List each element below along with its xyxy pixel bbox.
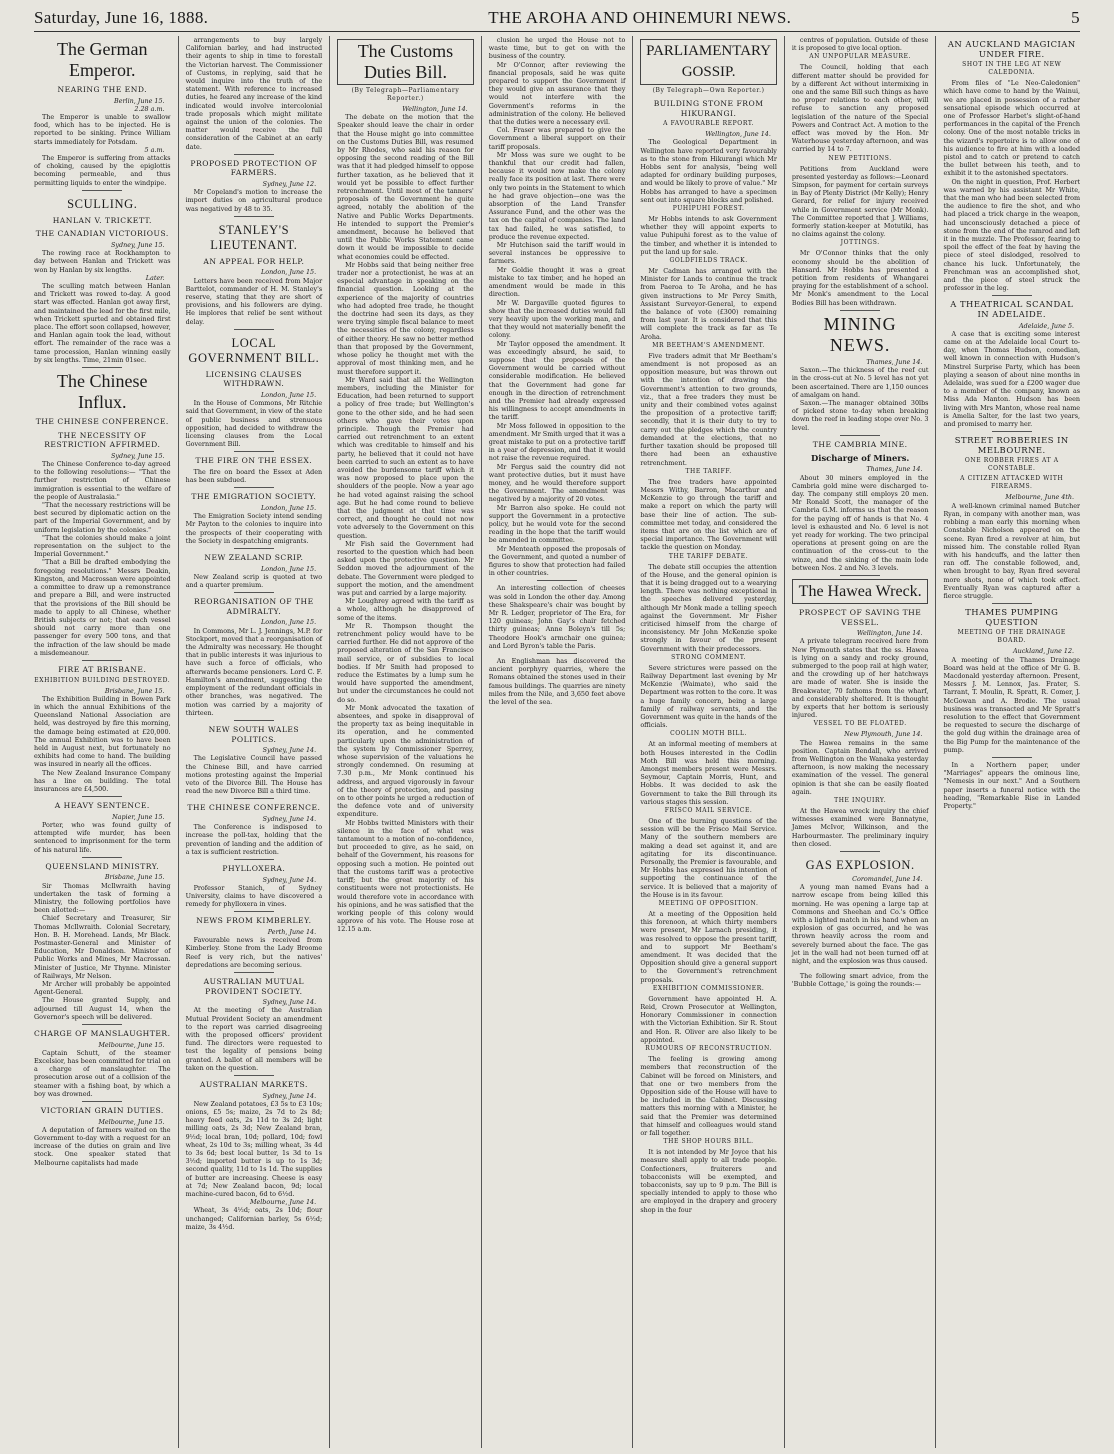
subheading: HANLAN V. TRICKETT.: [52, 215, 152, 225]
subheading: PUHIPUHI FOREST.: [672, 205, 745, 213]
dateline: Sydney, June 14.: [262, 998, 317, 1007]
headline: FIRE AT BRISBANE.: [58, 664, 147, 674]
divider: [82, 660, 122, 661]
paragraph: About 30 miners employed in the Cambria gold mine were discharged to-day. The company still employs 20 men. Mr Ronald Scott, the manager of the Cambria G.M. informs us that the reason for the paying off of hands is that No. 4 level is exhausted and No. 6 level is not yet ready for working. The two principal operations at present going on are the continuation of the cross-cut to the winze, and the sinking of the main lode between Nos. 2 and No. 3 levels.: [791, 473, 929, 572]
paragraph: An Englishman has discovered the ancient porphyry quarries, where the Romans obtained the stones used in their famous buildings. The quarries are ninety miles from the Nile, and 3,650 feet above the level of the sea.: [488, 657, 626, 707]
paragraph: It is not intended by Mr Joyce that his measure shall apply to all trade people. Confectioners, fruiterers and tobacconists will be exempted, and tobacconists, say up to 9 p.m. The Bill is specially intended to apply to those who are employed in the drapery and grocery shop in the four: [640, 1148, 777, 1214]
divider: [234, 911, 274, 912]
paragraph: Five traders admit that Mr Beetham's amendment is not proposed as an opposition measure, but was thrown out with the intention of drawing the Government's attention to two grounds, viz., that a free traders they must be unity and their combined votes against the proposition of a protective tariff; secondly, that it is their duty to try to carry out the pledges which the country demanded at the elections, that no further taxation should be proposed till there had been an exhaustive retrenchment.: [640, 351, 777, 467]
paragraph: Mr Hutchison said the tariff would in several instances be oppressive to farmers.: [488, 241, 626, 266]
divider: [234, 1075, 274, 1076]
subheading: PROSPECT OF SAVING THE VESSEL.: [799, 607, 922, 627]
masthead-rule: [34, 31, 1080, 32]
divider: [82, 796, 122, 797]
paragraph: Mr W. Dargaville quoted figures to show that the increased duties would fall very heavily upon the working man, and that they would not materially benefit the colony.: [488, 298, 626, 340]
dateline: Melbourne, June 15.: [98, 1117, 165, 1126]
paragraph: Letters have been received from Major Barttelot, commander of H. M. Stanley's reserve, stating that they are short of provisions, and his followers are dying. He implores that relief be sent without delay.: [185, 276, 323, 326]
divider: [234, 216, 274, 217]
headline: PROPOSED PROTECTION OF FARMERS.: [190, 158, 318, 178]
paragraph: The free traders have appointed Messrs Withy, Barron, Macarthur and McKenzie to go through the tariff and make a report on which the party will base their line of action. The sub-committee met today, and considered the items that are on the list which are of special importance. The Government will tackle the question on Monday.: [640, 477, 777, 552]
divider: [234, 798, 274, 799]
divider: [82, 1101, 122, 1102]
paragraph: Mr Archer will probably be appointed Agent-General.: [34, 980, 171, 997]
paragraph: Saxon.—The thickness of the reef cut in the cross-cut at No. 5 level has not yet been ascertained. There are 1,150 ounces of amalgam on hand.: [791, 366, 929, 399]
paragraph: The debate still occupies the attention of the House, and the general opinion is that it is being dragged out to a wearying length. There was nothing exceptional in the speeches delivered yesterday, although Mr Monk made a telling speech against the Government. Mr Fisher criticised himself from the charge of inconsistency. Mr John McKenzie spoke strongly in favour of the present Government with their predecessors.: [640, 562, 777, 653]
dateline: Sydney, June 12.: [262, 180, 317, 189]
headline: NEWS FROM KIMBERLEY.: [196, 916, 312, 926]
divider: [992, 757, 1032, 758]
divider: [234, 720, 274, 721]
subheading: NEARING THE END.: [57, 85, 148, 94]
divider: [840, 575, 880, 576]
paragraph: The Geological Department in Wellington have reported very favourably as to the stone from Hikurangi which Mr Hobbs sent for analysis, "being well adapted for ordinary building purposes, and would be likely to prove of value." Mr Hobbs has arranged to have a specimen sent out into square blocks and polished.: [640, 138, 777, 204]
page-number: 5: [1071, 8, 1080, 27]
dateline: Thames, June 14.: [866, 465, 923, 474]
paragraph: Government have appointed H. A. Reid, Crown Prosecutor at Wellington, Honorary Commissioner in connection with the Victorian Exhibition. Sir R. Stout and Hon. R. Oliver are also likely to be appointed.: [640, 994, 777, 1044]
dateline: London, June 15.: [261, 504, 317, 513]
paragraph: Col. Fraser was prepared to give the Government a liberal support on their tariff proposals.: [488, 126, 626, 151]
paragraph: In a Northern paper, under "Marriages" appears the ominous line, "Nemesis in our next." And a Southern paper inserts a funeral notice with the heading, "Remarkable Rise in Landed Property.": [943, 760, 1081, 810]
dateline: Melbourne, June 4th.: [1005, 493, 1075, 502]
paragraph: A well-known criminal named Butcher Ryan, in company with another man, was robbing a man early this morning when Constable Nicholson appeared on the scene. Ryan fired a revolver at him, but missed him. The constable rolled Ryan with his handcuffs, and the latter then ran off. The constable followed, and, when brought to bay, Ryan fired several more shots, none of which took effect. Eventually Ryan was captured after a fierce struggle.: [943, 501, 1081, 600]
subheading: AN APPEAL FOR HELP.: [203, 256, 305, 266]
subheading: RUMOURS OF RECONSTRUCTION.: [645, 1045, 773, 1053]
paragraph: The Emigration Society intend sending Mr Payton to the colonies to inquire into the prospects of their cooperating with the Society in despatching emigrants.: [185, 512, 323, 545]
subheading: Discharge of Miners.: [811, 453, 910, 464]
paragraph: Mr Monk advocated the taxation of absentees, and spoke in disapproval of the property tax as being inequitable in its operation, and he commented particularly upon the administration of the system by Commissioner Sperrey, whose supervision of the valuations he strongly condemned. On resuming at 7.30 p.m., Mr Monk continued his address, and argued vigorously in favour of the theory of protection, and passing on to other points he urged a reduction of the defence vote and of university expenditure.: [337, 703, 474, 819]
subheading: ONE ROBBER FIRES AT A CONSTABLE.: [964, 457, 1059, 473]
paragraph: "That a Bill be drafted embodying the foregoing resolutions." Messrs Deakin, Kingston, and Macrossan were appointed a committee to draw up a remonstrance and prepare a Bill, and were instructed that the provisions of the Bill should be made to apply to all Chinese, whether British subjects or not; that each vessel should not carry more than one passenger for every 500 tons, and that the infraction of the law should be made a misdemeanour.: [34, 558, 171, 657]
paragraph: A meeting of the Thames Drainage Board was held at the office of Mr G. B. Macdonald yesterday afternoon. Present, Messrs J. M. Lennox, Jas. Frater, S. Tarrant, T. Moulin, R. Spratt, R. Comer, J. McGowan and A. Brodie. The usual business was transacted and Mr Spratt's resolution to the effect that Government be requested to secure the discharge of the gold dug within the drainage area of the Big Pump for the maintenance of the pump.: [943, 655, 1081, 754]
headline: REORGANISATION OF THE ADMIRALTY.: [194, 597, 314, 616]
headline: STANLEY'S LIEUTENANT.: [210, 222, 298, 252]
paragraph: centres of population. Outside of these it is proposed to give local option.: [791, 36, 929, 53]
paragraph: In Commons, Mr L. J. Jennings, M.P. for Stockport, moved that a reorganisation of the Admiralty was necessary. He thought that in public interests it was injurious to have such a force of officials, who afterwards became pensioners. Lord C. F. Hamilton's amendment, suggesting the employment of the redundant officials in other branches, was negatived. The motion was carried by a majority of thirteen.: [185, 626, 323, 717]
paragraph: Porter, who was found guilty of attempted wife murder, has been sentenced to imprisonment for the term of his natural life.: [34, 820, 171, 854]
headline: SCULLING.: [67, 196, 138, 211]
paragraph: Mr Fish said the Government had resorted to the question which had been asked upon the protective question. Mr Seddon moved the adjournment of the debate. The Government were pledged to support the motion, and the amendment was put and carried by a large majority.: [337, 539, 474, 597]
paragraph: The Legislative Council have passed the Chinese Bill, and have carried motions protesting against the Imperial veto of the Divorce Bill. The House has read the new Divorce Bill a third time.: [185, 754, 323, 796]
column-4: [481, 36, 633, 1448]
paragraph: Mr Goldie thought it was a great mistake to tax timber, and he hoped an amendment would be made in this direction.: [488, 265, 626, 299]
subheading: (By Telegraph—Parliamentary Reporter.): [351, 87, 460, 102]
dateline: Brisbane, June 15.: [104, 686, 165, 695]
paragraph: At the meeting of the Australian Mutual Provident Society an amendment to the report was carried disagreeing with the proposed officers' provident fund. The directors were requested to test the legality of pensions being granted. A ballot of all members will be taken on the question.: [185, 1006, 323, 1072]
subheading: MEETING OF OPPOSITION.: [658, 900, 759, 908]
paragraph: Mr Menteath opposed the proposals of the Government, and quoted a number of figures to show that protection had failed in other countries.: [488, 544, 626, 578]
paragraph: Mr O'Connor, after reviewing the financial proposals, said he was quite prepared to support the Government if they would give an assurance that they would not interfere with the Government's reforms in the administration of the colony. He believed that the duties were a necessary evil.: [488, 60, 626, 127]
dateline: Wellington, June 14.: [402, 105, 468, 113]
divider: [234, 487, 274, 488]
subheading: THE SHOP HOURS BILL.: [663, 1138, 754, 1146]
subheading: GOLDFIELDS TRACK.: [669, 257, 748, 265]
headline: A THEATRICAL SCANDAL IN ADELAIDE.: [950, 299, 1074, 320]
paragraph: The sculling match between Hanlan and Trickett was rowed to-day. A good start was effected. Hanlan got away first, and maintained the lead for the first mile, when Trickett spurted and obtained first place. The effort soon collapsed, however, and Hanlan again took the lead, without effort. The remainder of the race was a tame procession, Hanlan winning easily by six lengths. Time, 21min 01sec.: [34, 282, 171, 364]
paragraph: The Hawea remains in the same position. Captain Bendall, who arrived from Wellington on the Wanaka yesterday afternoon, is now making the necessary examination of the vessel. The general opinion is that she can be easily floated again.: [791, 738, 929, 796]
paragraph: At the Hawea wreck inquiry the chief witnesses examined were Bannatyne, James McIvor, Wilkinson, and the Harbourmaster. The preliminary inquiry then closed.: [791, 807, 929, 848]
divider: [82, 1024, 122, 1025]
headline: AN AUCKLAND MAGICIAN UNDER FIRE.: [947, 39, 1076, 59]
dateline: 5 a.m.: [144, 145, 165, 154]
paragraph: Mr Hobbs twitted Ministers with their silence in the face of what was tantamount to a motion of no-confidence, but proceeded to give, as he said, on behalf of the Government, his reasons for opposing such a motion. He pointed out that the customs tariff was a protective tariff; but the great majority of his constituents were not protectionists. He would therefore vote in accordance with his opinions, and he was satisfied that the working people of this colony would approve of his vote. The House rose at 12.15 a.m.: [337, 818, 474, 934]
paragraph: The Conference is indisposed to increase the poll-tax, holding that the prevention of landing and the addition of a tax is sufficient restriction.: [185, 823, 323, 856]
subheading: THE CHINESE CONFERENCE.: [35, 417, 169, 427]
paragraph: One of the burning questions of the session will be the Frisco Mail Service. Many of the southern members are making a dead set against it, and are agitating for its discontinuance. Personally, the Premier is favourable, and Mr Hobbs has expressed his intention of supporting the continuance of the service. It is believed that a majority of the House is in its favour.: [640, 817, 777, 899]
headline: MINING NEWS.: [823, 313, 897, 355]
column-2: [178, 36, 330, 1448]
column-1: [34, 36, 178, 1448]
paragraph: The Council, holding that each different matter should be provided for by a different Act without intermixing in one and the same Bill such things as have no proper relations to each other, will refuse to sanction any proposed legislation of the nature of the Special Powers and Contract Act. A motion to the effect was moved by the Hon. Mr Waterhouse yesterday afternoon, and was carried by 14 to 7.: [791, 63, 929, 154]
divider: [992, 431, 1032, 432]
subheading: STRONG COMMENT.: [671, 653, 747, 661]
paragraph: Petitions from Auckland were presented yesterday as follows:—Leonard Simpson, for payment for certain surveys in Bay of Plenty District (Mr Kelly); Henry Gerard, for relief for injury received while in Government service (Mr Monk). The Committee reported that J. Williams, formerly station-keeper at Motutiki, has no claims against the colony.: [791, 164, 929, 239]
subheading: THE TARIFF.: [685, 467, 732, 475]
paragraph: The New Zealand Insurance Company has a line on building. The total insurances are £4,500.: [34, 768, 171, 793]
divider: [840, 310, 880, 311]
paragraph: New Zealand potatoes, £3 5s to £3 10s; onions, £5 5s; maize, 2s 7d to 2s 8d; heavy feed oats, 2s 11d to 3s 2d; light milling oats, 2s 3d; New Zealand bran, 9½d; local bran, 10d; pollard, 10d; fowl wheat, 2s 10d to 3s; milling wheat, 3s 4d to 3s 6d; best local butter, 1s 3d to 1s 3½d; imported butter is up to 1s 3d; second quality, 11d to 1s 1d. The supplies of butter are increasing. Cheese is easy at 7d; New Zealand bacon, 9d; local machine-cured bacon, 6d to 6½d.: [185, 1099, 323, 1198]
paragraph: Mr Moss was sure we ought to be thankful that our credit had fallen, because it would now make the colony really face its position at last. There were only two points in the Statement to which he had grave objection—one was the absorption of the Land Transfer Assurance Fund, and the other was the tax on the capital of companies. The land tax had failed, he was satisfied, to produce the revenue expected.: [488, 150, 626, 241]
dateline: Sydney, June 14.: [262, 875, 317, 884]
paragraph: Mr Loughrey agreed with the tariff as a whole, although he disapproved of some of the items.: [337, 597, 474, 622]
column-7: [935, 36, 1080, 1448]
dateline: Thames, June 14.: [866, 357, 923, 366]
dateline: Napier, June 15.: [112, 812, 165, 821]
paragraph: Mr Taylor opposed the amendment. It was exceedingly absurd, he said, to suppose that the proposals of the Government would be carried without considerable modification. He believed that the Government had gone far enough in the direction of retrenchment and the Premier had already expressed his willingness to accept amendments in the tariff.: [488, 339, 626, 422]
paragraph: A young man named Evans had a narrow escape from being killed this morning. He was opening a large tap at Commons and Sheehan and Co.'s Office with a lighted match in his hand when an explosion of gas occurred, and he was thrown heavily across the room and severely burned about the face. The gas jet in the wall had not been turned off at night, and the explosion was thus caused.: [791, 883, 929, 966]
paragraph: Sir Thomas McIlwraith having undertaken the task of forming a Ministry, the following portfolios have been allotted:—: [34, 881, 171, 915]
paragraph: Mr O'Connor thinks that the only economy should be the abolition of Hansard. Mr Hobbs has presented a petition from residents of Whangarei praying for the establishment of a school. Mr Monk's amendment to the Local Bodies Bill has been withdrawn.: [791, 249, 929, 307]
subheading: THE TARIFF DEBATE.: [668, 552, 749, 560]
subheading: A CITIZEN ATTACKED WITH FIREARMS.: [960, 475, 1064, 491]
paragraph: The Chinese Conference to-day agreed to the following resolutions:— "That the further restriction of Chinese immigration is essential to the welfare of the people of Australasia.": [34, 460, 171, 501]
paragraph: Mr Barron also spoke. He could not support the Government in a protective policy, but he would vote for the second reading in the hope that the tariff would be amended in committee.: [488, 503, 626, 545]
paragraph: An interesting collection of cheeses was sold in London the other day. Among these Shakspeare's chair was bought by Mr R. Ledger, proprietor of The Era, for 120 guineas; John Gay's chair fetched thirty guineas; Anne Boleyn's till 5s; Theodore Hook's armchair one guinea; and Lord Byron's table the Paris.: [488, 584, 626, 650]
masthead: [34, 8, 1080, 28]
dateline: Melbourne, June 14.: [249, 1198, 317, 1207]
dateline: Wellington, June 14.: [856, 629, 923, 638]
divider: [840, 851, 880, 852]
dateline: New Plymouth, June 14.: [844, 730, 923, 739]
issue-date: Saturday, June 16, 1888.: [34, 8, 209, 27]
paragraph: In the House of Commons, Mr Ritchie said that Government, in view of the state of public business and strenuous opposition, had decided to withdraw the licensing clauses from the Local Government Bill.: [185, 399, 323, 449]
paragraph: Wheat, 3s 4½d; oats, 2s 10d; flour unchanged; Californian barley, 5s 6½d; maize, 3s 4½d.: [185, 1206, 323, 1231]
column-3: [329, 36, 481, 1448]
paragraph: The fire on board the Essex at Aden has been subdued.: [185, 468, 323, 485]
headline: THE EMIGRATION SOCIETY.: [191, 492, 317, 502]
headline: The German Emperor.: [57, 39, 148, 80]
headline: THE CAMBRIA MINE.: [812, 439, 908, 449]
paragraph: At an informal meeting of members at both Houses interested in the Codlin Moth Bill was held this morning. Amongst members present were Messrs. Seymour, Captain Morris, Hunt, and Hobbs. It was decided to ask the Government to take the Bill through its various stages this session.: [640, 740, 777, 806]
paragraph: Captain Schutt, of the steamer Excelsior, has been committed for trial on a charge of manslaughter. The prosecution arose out of a collision of the steamer with a fishing boat, by which a boy was drowned.: [34, 1048, 171, 1098]
divider: [82, 857, 122, 858]
newspaper-title: THE AROHA AND OHINEMURI NEWS.: [488, 8, 792, 27]
paragraph: A private telegram received here from New Plymouth states that the ss. Hawea is lying on a sandy and rocky ground, submerged to the poop rail at high water, and the crowding up of her hatchways are made of water. She is inside the Breakwater, 70 fathoms from the wharf, and considerably sheltered. It is thought by experts that her bottom is seriously injured.: [791, 637, 929, 720]
dateline: Brisbane, June 15.: [104, 873, 165, 882]
subheading: THE CANADIAN VICTORIOUS.: [35, 229, 169, 239]
headline: A HEAVY SENTENCE.: [54, 801, 150, 811]
divider: [82, 190, 122, 191]
subheading: MEETING OF THE DRAINAGE BOARD.: [957, 629, 1066, 645]
dateline: Sydney, June 15.: [111, 451, 165, 460]
divider: [234, 592, 274, 593]
subheading: MR BEETHAM'S AMENDMENT.: [652, 341, 765, 349]
divider: [840, 435, 880, 436]
paragraph: "That the colonies should make a joint representation on the subject to the Imperial Government.": [34, 533, 171, 559]
dateline: 2.28 a.m.: [134, 104, 165, 113]
paragraph: arrangements to buy largely Californian barley, and had instructed their agents to ship in time to forestall the Victorian harvest. The Commissioner of Customs, in replying, said that he would inquire into the truth of the statement. With reference to increased duties, he feared any increase of the kind indicated would involve intercolonial trade proposals which might militate against the union of the colonies. The matter would receive the full consideration of the Cabinet at an early date.: [185, 36, 323, 151]
paragraph: The Emperor is unable to swallow food, which has to be injected. He is reported to be sinking. Prince William starts immediately for Potsdam.: [34, 113, 171, 146]
dateline: Perth, June 14.: [267, 927, 317, 936]
dateline: Adelaide, June 5.: [1019, 321, 1075, 330]
paragraph: Favourable news is received from Kimberley. Stone from the Lady Broome Reef is very rich, but the natives' depredations are becoming serious.: [185, 936, 323, 969]
subheading: THE INQUIRY.: [834, 797, 887, 804]
divider: [82, 367, 122, 368]
dateline: Auckland, June 12.: [1012, 647, 1075, 656]
paragraph: Saxon.—The manager obtained 30lbs of picked stone to-day when breaking down the reef in leading stope over No. 3 level.: [791, 398, 929, 432]
paragraph: The Exhibition Building in Bowen Park in which the annual Exhibitions of the Queensland National Association are held, was destroyed by fire this morning, the damage being estimated at £20,000. The annual Exhibition was to have been held in August next, but fortunately no exhibits had come to hand. The building was insured in nearly all the offices.: [34, 694, 171, 769]
dateline: Wellington, June 14.: [705, 130, 771, 139]
subheading: (By Telegraph—Own Reporter.): [652, 87, 765, 94]
subheading: EXHIBITION BUILDING DESTROYED.: [34, 676, 171, 684]
divider: [992, 603, 1032, 604]
paragraph: Mr Fergus said the country did not want protective duties, but it must have money, and he would therefore support the Government. The amendment was negatived by a majority of 20 votes.: [488, 462, 626, 504]
subheading: FRISCO MAIL SERVICE.: [664, 807, 753, 815]
headline: GAS EXPLOSION.: [805, 858, 915, 873]
dateline: Sydney, June 15.: [111, 241, 165, 250]
headline: NEW ZEALAND SCRIP.: [204, 553, 304, 563]
paragraph: Severe strictures were passed on the Railway Department last evening by Mr McKenzie (Waimate), who said the Department was rotten to the core. It was a huge family concern, being a large family of railway servants, and the Government was quite in the hands of the officials.: [640, 663, 777, 730]
dateline: London, June 15.: [261, 268, 317, 277]
paragraph: "That the necessary restrictions will be best secured by diplomatic action on the part of the Imperial Government, and by uniform legislation by the colonies.": [34, 501, 171, 534]
subheading: NEW PETITIONS.: [828, 154, 892, 162]
headline: THE FIRE ON THE ESSEX.: [195, 456, 313, 466]
dateline: Sydney, June 14.: [262, 814, 317, 823]
paragraph: Mr Hobbs intends to ask Government whether they will appoint experts to value Puhipuhi forest as to the value of the timber, and whether it is intended to put the land up for sale.: [640, 215, 777, 256]
paragraph: A deputation of farmers waited on the Government to-day with a request for an increase of the duties on grain and live stock. One speaker stated that Melbourne capitalists had made: [34, 1125, 171, 1167]
subheading: EXHIBITION COMMISSIONER.: [652, 984, 765, 992]
headline: AUSTRALIAN MARKETS.: [199, 1079, 308, 1089]
dateline: Sydney, June 14.: [262, 1091, 317, 1100]
headline: The Chinese Influx.: [57, 371, 148, 413]
headline: The Customs Duties Bill.: [337, 39, 474, 85]
column-6: [784, 36, 936, 1448]
headline: THE CHINESE CONFERENCE.: [187, 803, 321, 813]
paragraph: Mr Ward said that all the Wellington members, including the Minister for Education, had been returned to support a policy of free trade; but Wellington's gone to the other side, and he had seen others who gave their votes upon principle. Though the Premier had carried out retrenchment to an extent which was creditable to himself and his party, he believed that it could not have been carried to such an extent as to have avoided the burdensome tariff which it was now proposed to place upon the shoulders of the people. Now a year ago he had voted against raising the school age. But he had come round to believe that the judgment at that time was correct, and thought he could not now vote adversely to the Government on this question.: [337, 375, 474, 540]
headline: CHARGE OF MANSLAUGHTER.: [34, 1029, 171, 1039]
subheading: VESSEL TO BE FLOATED.: [813, 720, 907, 728]
divider: [234, 451, 274, 452]
paragraph: Mr R. Thompson thought the retrenchment policy would have to be carried further. He did not approve of the proposed alteration of the San Francisco mail service, or of subsidies to local bodies. If Mr Smith had proposed to reduce the Estimates by a lump sum he would have supported the amendment, but under the circumstances he could not do so.: [337, 621, 474, 704]
divider: [234, 972, 274, 973]
subheading: SHOT IN THE LEG AT NEW CALEDONIA.: [962, 61, 1062, 77]
paragraph: The following smart advice, from the 'Bubble Cottage,' is going the rounds:—: [791, 972, 929, 989]
paragraph: The Emperor is suffering from attacks of choking, caused by the epiglottis becoming permeable, and thus permitting liquids to enter the windpipe.: [34, 154, 171, 187]
subheading: A FAVOURABLE REPORT.: [663, 120, 755, 128]
subheading: COOLIN MOTH BILL.: [670, 730, 748, 738]
divider: [234, 859, 274, 860]
dateline: Melbourne, June 15.: [98, 1040, 165, 1049]
headline: NEW SOUTH WALES POLITICS.: [208, 724, 300, 744]
headline: VICTORIAN GRAIN DUTIES.: [40, 1106, 164, 1116]
subheading: LICENSING CLAUSES WITHDRAWN.: [205, 369, 303, 389]
headline: STREET ROBBERIES IN MELBOURNE.: [954, 435, 1069, 455]
paragraph: Chief Secretary and Treasurer, Sir Thomas McIlwraith. Colonial Secretary, Hon. B. H. Morehead. Lands, Mr Black. Postmaster-General and Minister of Education, Mr Donaldson. Minister of Public Works and Mines, Mr Macrossan. Minister of Justice, Mr Thynne. Minister of Railways, Mr Nelson.: [34, 914, 171, 980]
headline: BUILDING STONE FROM HIKURANGI.: [653, 99, 764, 118]
paragraph: Mr Copeland's motion to increase the import duties on agricultural produce was negatived by 48 to 35.: [185, 188, 323, 213]
subheading: JOTTINGS.: [840, 239, 880, 247]
dateline: Berlin, June 15.: [114, 96, 165, 105]
divider: [992, 295, 1032, 296]
paragraph: Professor Stanich, of Sydney University, claims to have discovered a remedy for phylloxera in vines.: [185, 883, 323, 909]
headline: LOCAL GOVERNMENT BILL.: [188, 335, 320, 365]
headline: The Hawea Wreck.: [792, 579, 929, 604]
dateline: London, June 15.: [261, 618, 317, 627]
dateline: Coromandel, June 14.: [852, 875, 923, 884]
dateline: Sydney, June 14.: [262, 746, 317, 755]
paragraph: clusion he urged the House not to waste time, but to get on with the business of the country.: [488, 36, 626, 61]
headline: PHYLLOXERA.: [222, 863, 286, 873]
paragraph: Mr Cadman has arranged with the Minister for Lands to continue the track from Paeroa to Te Aroha, and he has given instructions to Mr Percy Smith, Assistant Surveyor-General, to expend the balance of vote (£300) remaining from last year. It is considered that this will complete the track as far as Te Aroha.: [640, 267, 777, 341]
divider: [537, 580, 577, 581]
divider: [234, 548, 274, 549]
paragraph: The rowing race at Rockhampton to day between Hanlan and Trickett was won by Hanlan by six lengths.: [34, 249, 171, 274]
subheading: AN UNPOPULAR MEASURE.: [809, 53, 912, 61]
headline: AUSTRALIAN MUTUAL PROVIDENT SOCIETY.: [203, 976, 305, 996]
paragraph: Mr Moss followed in opposition to the amendment. Mr Smith urged that it was a great mistake to put on a protective tariff in a year of depression, and that it would not raise the revenue required.: [488, 421, 626, 463]
headline: QUEENSLAND MINISTRY.: [45, 861, 160, 871]
paragraph: Mr Hobbs said that being neither free trader nor a protectionist, he was at an especial advantage in speaking on the financial question. Looking at the experience of the majority of countries who had adopted free trade, he thought the doctrine had seen its days, as they were trying simple fiscal balance to meet the necessities of the colony, regardless of either theory. He saw no better method than that proposed by the Government, whose policy he thought met with the approval of most thinking men, and he must therefore support it.: [337, 260, 474, 376]
divider: [840, 968, 880, 969]
paragraph: A case that is exciting some interest came on at the Adelaide local Court to-day, when Thomas Hudson, comedian, well known in connection with Hudson's Minstrel Surprise Party, which has been playing a season of about nine months in Adelaide, was sued for a £200 wager due to a member of the company, known as Miss Ada Manton. Hudson has been living with Mrs Manton, whose real name is Amelia Salter, for the last two years, and promised to marry her.: [943, 329, 1081, 429]
paragraph: New Zealand scrip is quoted at two and a quarter premium.: [185, 572, 323, 590]
headline: PARLIAMENTARY GOSSIP.: [640, 39, 777, 85]
paragraph: The debate on the motion that the Speaker should leave the chair in order that the House might go into committee on the Customs Duties Bill, was resumed by Mr Rhodes, who said his reason for opposing the second reading of the Bill was that it had pledged himself to oppose further taxation, as he believed that it would yet be possible to effect further retrenchment. Until most of the tanners' proposals of the Government he quite agreed, notably the abolition of the Native and Public Works Departments. He intended to support the Premier's amendment, because he believed that until the Public Works Statement came down it would be impossible to decide what economies could be effected.: [337, 113, 474, 261]
paragraph: The House granted Supply, and adjourned till August 14, when the Governor's speech will be delivered.: [34, 996, 171, 1021]
paragraph: The feeling is growing among members that reconstruction of the Cabinet will be forced on Ministers, and that one or two members from the Opposition side of the House will have to be included in the Cabinet. Discussing matters this morning with a Minister, he said that the Premier was determined that himself and colleagues would stand or fall together.: [640, 1055, 777, 1137]
divider: [234, 329, 274, 330]
paragraph: At a meeting of the Opposition held this forenoon, at which thirty members were present, Mr Larnach presiding, it was resolved to oppose the present tariff, and to support Mr Beetham's amendment. It was decided that the Opposition should give a general support to the Government's retrenchment proposals.: [640, 910, 777, 984]
subheading: THE NECESSITY OF RESTRICTION AFFIRMED.: [44, 430, 161, 450]
headline: THAMES PUMPING QUESTION: [965, 607, 1059, 627]
dateline: London, June 15.: [261, 391, 317, 400]
column-5: [632, 36, 784, 1448]
dateline: Later.: [145, 273, 165, 282]
paragraph: From files of "Le Neo-Caledonien" which have come to hand by the Wainui, we are placed in possession of a rather sensational episode which occurred at one of Professor Harbet's slight-of-hand performances in the capital of the French colony. One of the most notable tricks in the wizard's repertoire is to allow one of his audience to fire at him with a loaded pistol and to catch or pretend to catch the bullet between his teeth, and to exhibit it to the astonished spectators.: [943, 79, 1081, 178]
paragraph: On the night in question, Prof. Herbert was warned by his assistant Mr White, that the man who had been selected from the audience to fire the shot, and who had placed a trick charge in the weapon, had unconsciously detached a piece of stone from the end of the ramrod and left it in the muzzle. The Professor, fearing to spoil the effect of the feat by having the piece of steel dislodged, resolved to chance his luck. Unfortunately, the Frenchman was an accomplished shot, and the piece of steel struck the professor in the leg.: [943, 177, 1081, 293]
columns: [34, 36, 1080, 1448]
divider: [537, 653, 577, 654]
dateline: London, June 15.: [261, 564, 317, 573]
divider: [234, 154, 274, 155]
